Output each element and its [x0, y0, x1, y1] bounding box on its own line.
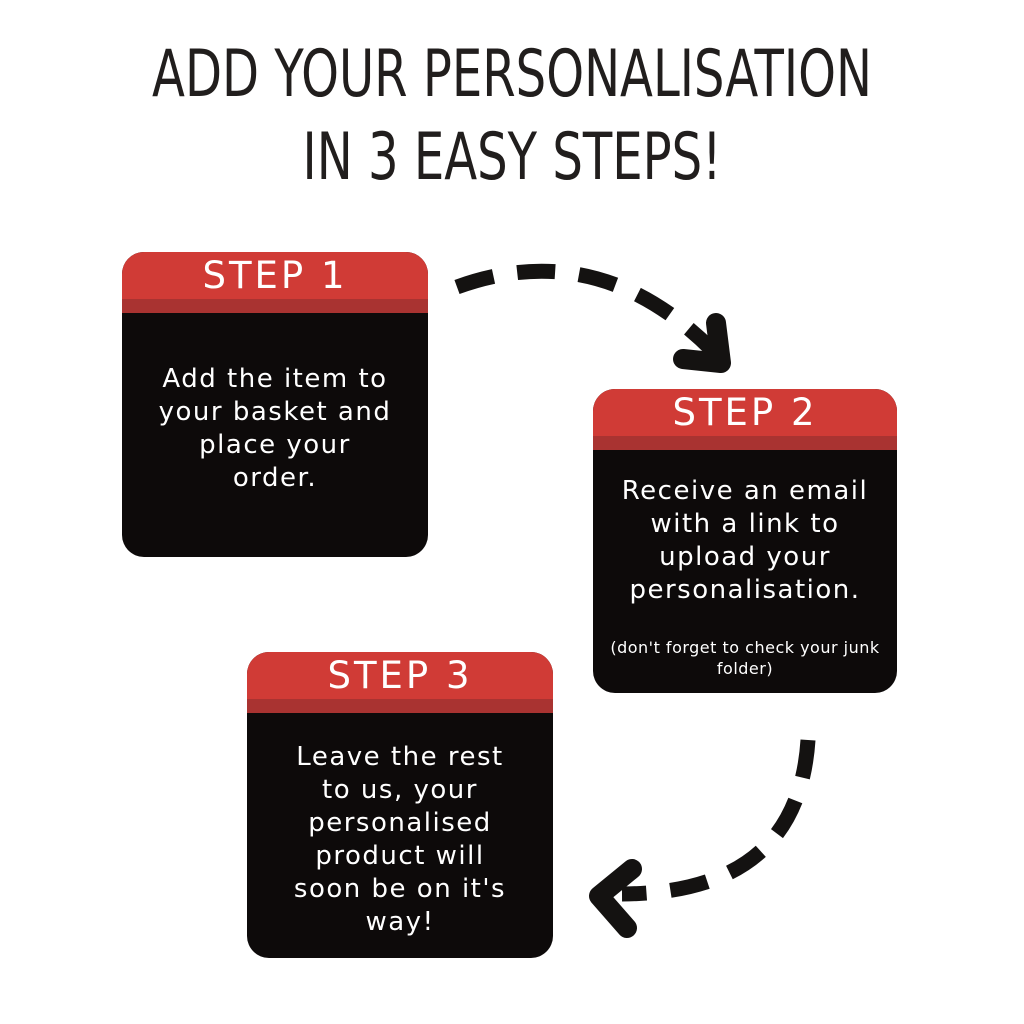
step-2-header	[593, 389, 897, 436]
step-3-label: STEP 3	[327, 654, 473, 697]
step-3-body	[247, 713, 553, 939]
dashed-arrow-step2-to-step3-icon	[599, 740, 808, 928]
step-1-body-line: your basket and	[158, 397, 392, 427]
step-3-body-line: personalised	[308, 808, 492, 838]
step-card-3	[247, 652, 553, 958]
step-1-body	[122, 313, 428, 495]
step-2-body-line: upload your	[659, 542, 831, 572]
dashed-arrow-step1-to-step2-icon	[457, 271, 721, 363]
step-3-body-line: way!	[365, 907, 435, 937]
step-3-body-line: Leave the rest	[296, 742, 504, 772]
step-1-header-shadow	[122, 299, 428, 313]
step-2-body-line: with a link to	[650, 509, 840, 539]
step-3-header-shadow	[247, 699, 553, 713]
step-2-note-line: folder)	[716, 659, 774, 678]
step-1-body-line: order.	[232, 463, 318, 493]
step-2-note	[593, 637, 897, 679]
step-2-body	[593, 450, 897, 679]
step-card-2	[593, 389, 897, 693]
step-3-body-line: to us, your	[322, 775, 478, 805]
step-3-header	[247, 652, 553, 699]
step-1-label: STEP 1	[202, 254, 348, 297]
step-2-body-line: personalisation.	[629, 575, 861, 605]
page-title-line-1: ADD YOUR PERSONALISATION	[152, 37, 872, 112]
step-card-1	[122, 252, 428, 557]
step-2-body-line: Receive an email	[621, 476, 869, 506]
step-2-header-shadow	[593, 436, 897, 450]
step-1-body-line: Add the item to	[162, 364, 388, 394]
step-3-body-line: soon be on it's	[293, 874, 507, 904]
page-title-line-2: IN 3 EASY STEPS!	[302, 120, 722, 196]
step-2-note-line: (don't forget to check your junk	[610, 638, 880, 657]
step-3-body-line: product will	[315, 841, 485, 871]
step-2-label: STEP 2	[672, 391, 818, 434]
step-1-header	[122, 252, 428, 299]
page-title	[133, 33, 891, 199]
step-1-body-line: place your	[199, 430, 351, 460]
